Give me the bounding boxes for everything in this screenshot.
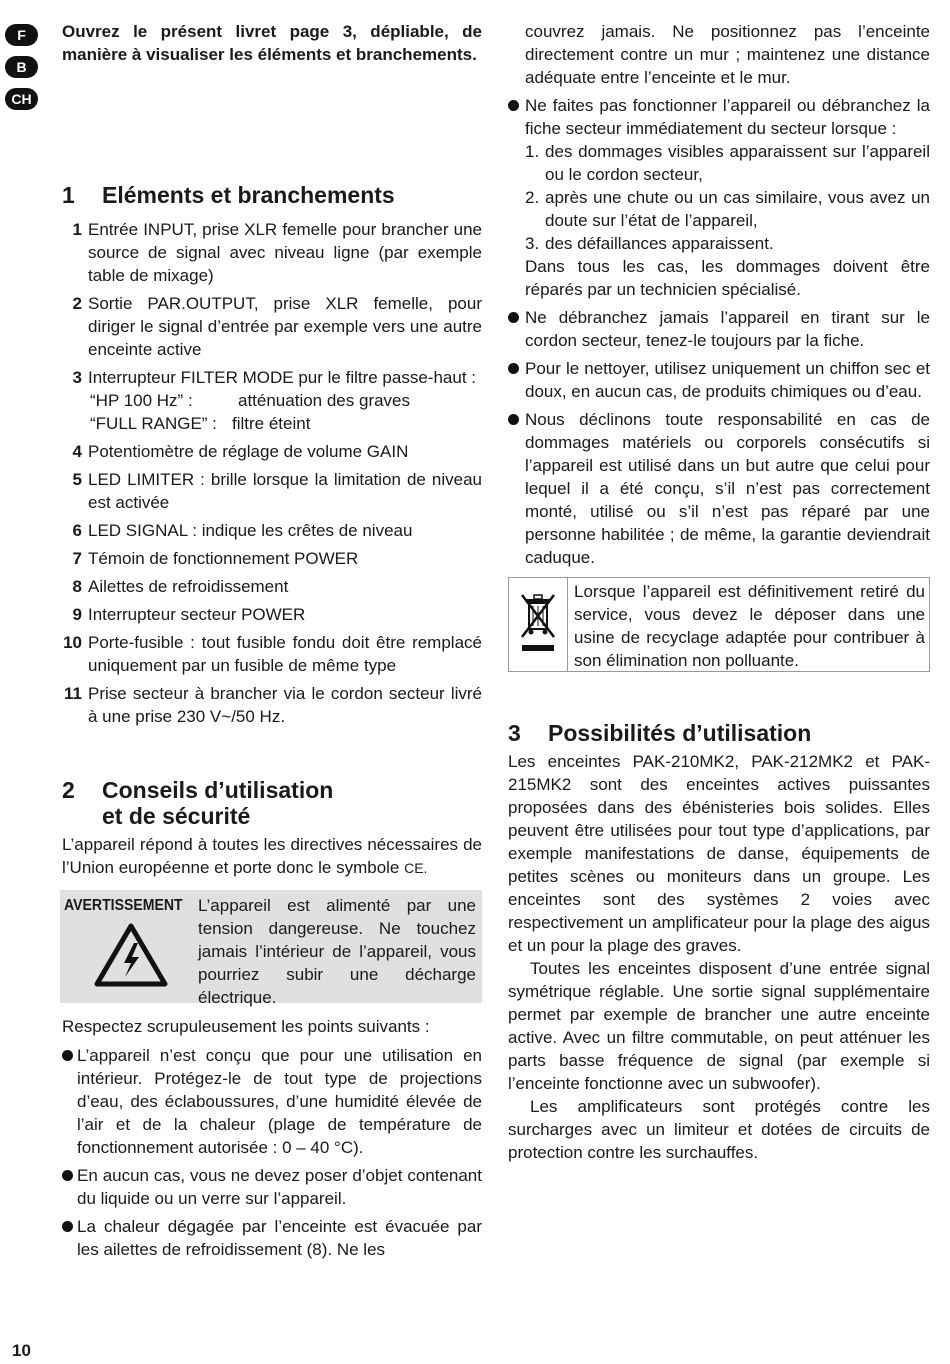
list-item: 4 Potentiomètre de réglage de volume GAIN xyxy=(72,442,409,461)
right-column xyxy=(508,20,930,1164)
page-number: 10 xyxy=(12,1341,31,1360)
warning-text: L’appareil est alimenté par une tension dangereuse. Ne touchez jamais l’intérieur de l’appareil, vous pourriez subir une décharge électrique. xyxy=(198,896,476,1007)
list-item: Ne débranchez jamais l’appareil en tirant sur le cordon secteur, tenez-le toujours par la fiche. xyxy=(508,306,930,352)
language-badges xyxy=(5,24,39,120)
high-voltage-icon xyxy=(94,923,198,993)
sub-item: 3. des défaillances apparaissent. xyxy=(525,234,774,253)
ce-paragraph: L’appareil répond à toutes les directives nécessaires de l’Union européenne et porte donc le symbole CE. xyxy=(62,835,482,877)
sub-item: 2. après une chute ou un cas similaire, vous avez un doute sur l’état de l’appareil, xyxy=(525,188,930,230)
list-item: Nous déclinons toute responsabilité en cas de dommages matériels ou corporels consécutifs si l’appareil est utilisé dans un but autre que celui pour lequel il a été conçu, s’il n’est pas correctement monté, utilisé ou s’il n’est pas réparé par une personne habilitée ; de même, la garantie deviendrait caduque. xyxy=(508,408,930,569)
list-item: 8 Ailettes de refroidissement xyxy=(72,577,289,596)
list-item: L’appareil n’est conçu que pour une utilisation en intérieur. Protégez-le de tout type de projections d’eau, des éclaboussures, d’une humidité élevée de l’air et de la chaleur (plage de température de fonctionnement autorisée : 0 – 40 °C). xyxy=(62,1044,482,1159)
ce-mark: CE. xyxy=(404,860,428,876)
recycling-box xyxy=(508,577,930,672)
section2-number: 2 xyxy=(62,777,75,803)
list-item: 3 Interrupteur FILTER MODE pur le filtre passe-haut : “HP 100 Hz” : atténuation des graves “FULL RANGE” : filtre éteint xyxy=(62,366,482,435)
list-item: 10 Porte-fusible : tout fusible fondu doit être remplacé uniquement par un fusible de même type xyxy=(63,633,482,675)
filter-mode-full: “FULL RANGE” : filtre éteint xyxy=(90,414,311,433)
list-item: 7 Témoin de fonctionnement POWER xyxy=(72,549,359,568)
warning-box xyxy=(60,890,482,1007)
safety-bullets-left xyxy=(62,1044,482,1261)
left-column xyxy=(62,20,482,1266)
filter-mode-hp: “HP 100 Hz” : atténuation des graves xyxy=(90,391,411,410)
list-item: 5 LED LIMITER : brille lorsque la limitation de niveau est activée xyxy=(72,470,482,512)
lang-badge-f: F xyxy=(5,24,38,46)
list-item: 6 LED SIGNAL : indique les crêtes de niveau xyxy=(72,521,413,540)
section2-title-line1: Conseils d’utilisation xyxy=(102,777,334,803)
section3-para-3: Les amplificateurs sont protégés contre les surcharges avec un limiteur et dotées de circuits de protection contre les surchauffes. xyxy=(508,1097,930,1162)
section1-number: 1 xyxy=(62,182,75,208)
list-item: En aucun cas, vous ne devez poser d’objet contenant du liquide ou un verre sur l’appareil. xyxy=(62,1164,482,1210)
safety-bullets-right xyxy=(508,94,930,569)
intro-text: Ouvrez le présent livret page 3, dépliable, de manière à visualiser les éléments et branchements. xyxy=(62,22,482,64)
crossed-bin-icon xyxy=(509,578,568,671)
section3-number: 3 xyxy=(508,720,521,746)
continued-text: couvrez jamais. Ne positionnez pas l’enceinte directement contre un mur ; maintenez une distance adéquate entre l’enceinte et le mur. xyxy=(525,22,930,87)
section2-title-line2: et de sécurité xyxy=(102,803,251,829)
list-item: La chaleur dégagée par l’enceinte est évacuée par les ailettes de refroidissement (8). Ne les xyxy=(62,1215,482,1261)
list-item: Pour le nettoyer, utilisez uniquement un chiffon sec et doux, en aucun cas, de produits chimiques ou d’eau. xyxy=(508,357,930,403)
respect-text: Respectez scrupuleusement les points suivants : xyxy=(62,1017,430,1036)
section1-title: Eléments et branchements xyxy=(102,182,395,208)
list-item: Ne faites pas fonctionner l’appareil ou débranchez la fiche secteur immédiatement du secteur lorsque : 1. des dommages visibles apparaissent sur l’appareil ou le cordon secteur, 2. après une chute ou un cas similaire, vous avez un doute sur l’état de l’appareil, 3. des défaillances apparaissent. Dans tous les cas, les dommages doivent être réparés par un technicien spécialisé. xyxy=(508,94,930,301)
section1-heading xyxy=(62,84,482,208)
recycling-text: Lorsque l’appareil est définitivement retiré du service, vous devez le déposer dans une usine de recyclage adaptée pour contribuer à son élimination non polluante. xyxy=(574,582,925,670)
list-item: 1 Entrée INPUT, prise XLR femelle pour brancher une source de signal avec niveau ligne (par exemple table de mixage) xyxy=(72,220,482,285)
warning-left xyxy=(64,894,198,997)
section3-title: Possibilités d’utilisation xyxy=(548,720,812,746)
list-item: 9 Interrupteur secteur POWER xyxy=(72,605,306,624)
warning-title: AVERTISSEMENT xyxy=(64,897,183,914)
section3-para-2: Toutes les enceintes disposent d’une entrée signal symétrique réglable. Une sortie signal supplémentaire permet par exemple de brancher une autre enceinte active. Avec un filtre commutable, on peut atténuer les parts basse fréquence de signal (par exemple si l’enceinte fonctionne avec un subwoofer). xyxy=(508,959,930,1093)
lang-badge-ch: CH xyxy=(5,88,38,110)
section3-heading xyxy=(508,720,930,746)
section2-heading xyxy=(62,777,482,829)
lang-badge-b: B xyxy=(5,56,38,78)
elements-list xyxy=(62,218,482,728)
unplug-sublist xyxy=(525,140,930,255)
list-item: 11 Prise secteur à brancher via le cordon secteur livré à une prise 230 V~/50 Hz. xyxy=(64,684,482,726)
list-item: 2 Sortie PAR.OUTPUT, prise XLR femelle, pour diriger le signal d’entrée par exemple vers une autre enceinte active xyxy=(72,294,482,359)
sub-item: 1. des dommages visibles apparaissent sur l’appareil ou le cordon secteur, xyxy=(525,142,930,184)
section3-para-1: Les enceintes PAK-210MK2, PAK-212MK2 et PAK-215MK2 sont des enceintes actives puissantes proposées dans des ébénisteries bois solides. Elles peuvent être utilisées pour tout type d’applications, par exemple manifestations de danse, équipements de petites scènes ou moniteurs dans un groupe. Les enceintes sont des systèmes 2 voies avec respectivement un amplificateur pour la plage des aigus et un pour la plage des graves. xyxy=(508,752,930,955)
